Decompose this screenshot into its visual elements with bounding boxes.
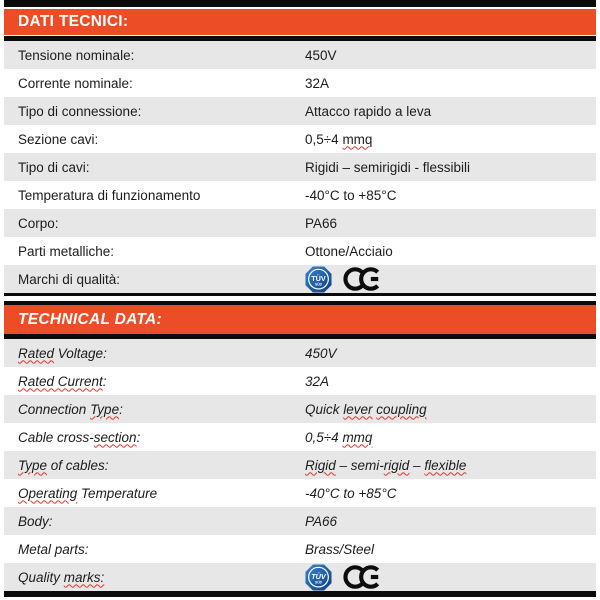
quality-marks-badges — [300, 265, 596, 293]
ce-mark-icon — [343, 565, 383, 589]
row-value: Rigid – semi-rigid – flexible — [305, 457, 467, 473]
row-label: Body: — [18, 513, 53, 529]
row-value: 0,5÷4 mmq — [305, 131, 373, 147]
row-value: PA66 — [305, 513, 338, 529]
row-label: Rated Current: — [18, 373, 107, 389]
row-label: Rated Voltage: — [18, 345, 107, 361]
table-row — [4, 69, 596, 97]
row-value: -40°C to +85°C — [305, 187, 397, 203]
row-value: -40°C to +85°C — [305, 485, 397, 501]
row-value: Quick lever coupling — [305, 401, 427, 417]
row-value: Brass/Steel — [305, 541, 375, 557]
table-row — [4, 507, 596, 535]
row-label: Parti metalliche: — [18, 243, 115, 259]
table-row — [4, 395, 596, 423]
svg-text:SÜD: SÜD — [315, 580, 322, 585]
table-row — [4, 97, 596, 125]
top-border-bar — [4, 0, 596, 7]
row-label: Corpo: — [18, 215, 59, 231]
table-row — [4, 451, 596, 479]
table-row — [4, 535, 596, 563]
row-value: Rigidi – semirigidi - flessibili — [305, 159, 471, 175]
tuv-sud-icon — [305, 266, 332, 293]
row-label: Connection Type: — [18, 401, 123, 417]
table-row — [4, 339, 596, 367]
row-label: Quality marks: — [18, 569, 105, 585]
section-title: TECHNICAL DATA: — [18, 310, 162, 328]
table-row — [4, 367, 596, 395]
italian-data-rows — [4, 41, 596, 293]
ce-mark-icon — [343, 267, 383, 291]
table-row-quality-marks — [4, 563, 596, 591]
english-data-rows — [4, 339, 596, 591]
row-value: 450V — [305, 345, 337, 361]
svg-text:TÜV: TÜV — [311, 571, 326, 581]
table-row — [4, 423, 596, 451]
row-value: 32A — [305, 75, 330, 91]
row-label: Type of cables: — [18, 457, 109, 473]
row-label: Corrente nominale: — [18, 75, 133, 91]
section-title: DATI TECNICI: — [18, 13, 129, 30]
row-value: 0,5÷4 mmq — [305, 429, 373, 445]
quality-marks-badges — [300, 563, 596, 591]
table-row-quality-marks — [4, 265, 596, 293]
row-label: Tensione nominale: — [18, 47, 135, 63]
bottom-border-bar — [4, 591, 596, 597]
table-row — [4, 125, 596, 153]
row-label: Tipo di connessione: — [18, 103, 142, 119]
svg-text:TÜV: TÜV — [311, 273, 326, 283]
row-label: Temperatura di funzionamento — [18, 187, 201, 203]
svg-text:SÜD: SÜD — [315, 282, 322, 287]
table-row — [4, 153, 596, 181]
table-row — [4, 237, 596, 265]
row-value: Attacco rapido a leva — [305, 103, 432, 119]
row-value: 450V — [305, 47, 337, 63]
table-row — [4, 181, 596, 209]
row-value: 32A — [305, 373, 330, 389]
row-label: Cable cross-section: — [18, 429, 141, 445]
row-label: Tipo di cavi: — [18, 159, 90, 175]
row-label: Operating Temperature — [18, 485, 158, 501]
row-label: Marchi di qualità: — [18, 271, 121, 287]
row-value: PA66 — [305, 215, 338, 231]
section-header-technical-data — [4, 305, 596, 334]
table-row — [4, 41, 596, 69]
tuv-sud-icon — [305, 564, 332, 591]
table-row — [4, 479, 596, 507]
row-value: Ottone/Acciaio — [305, 243, 393, 259]
table-row — [4, 209, 596, 237]
section-header-dati-tecnici — [4, 9, 596, 35]
row-label: Sezione cavi: — [18, 131, 99, 147]
row-label: Metal parts: — [18, 541, 89, 557]
